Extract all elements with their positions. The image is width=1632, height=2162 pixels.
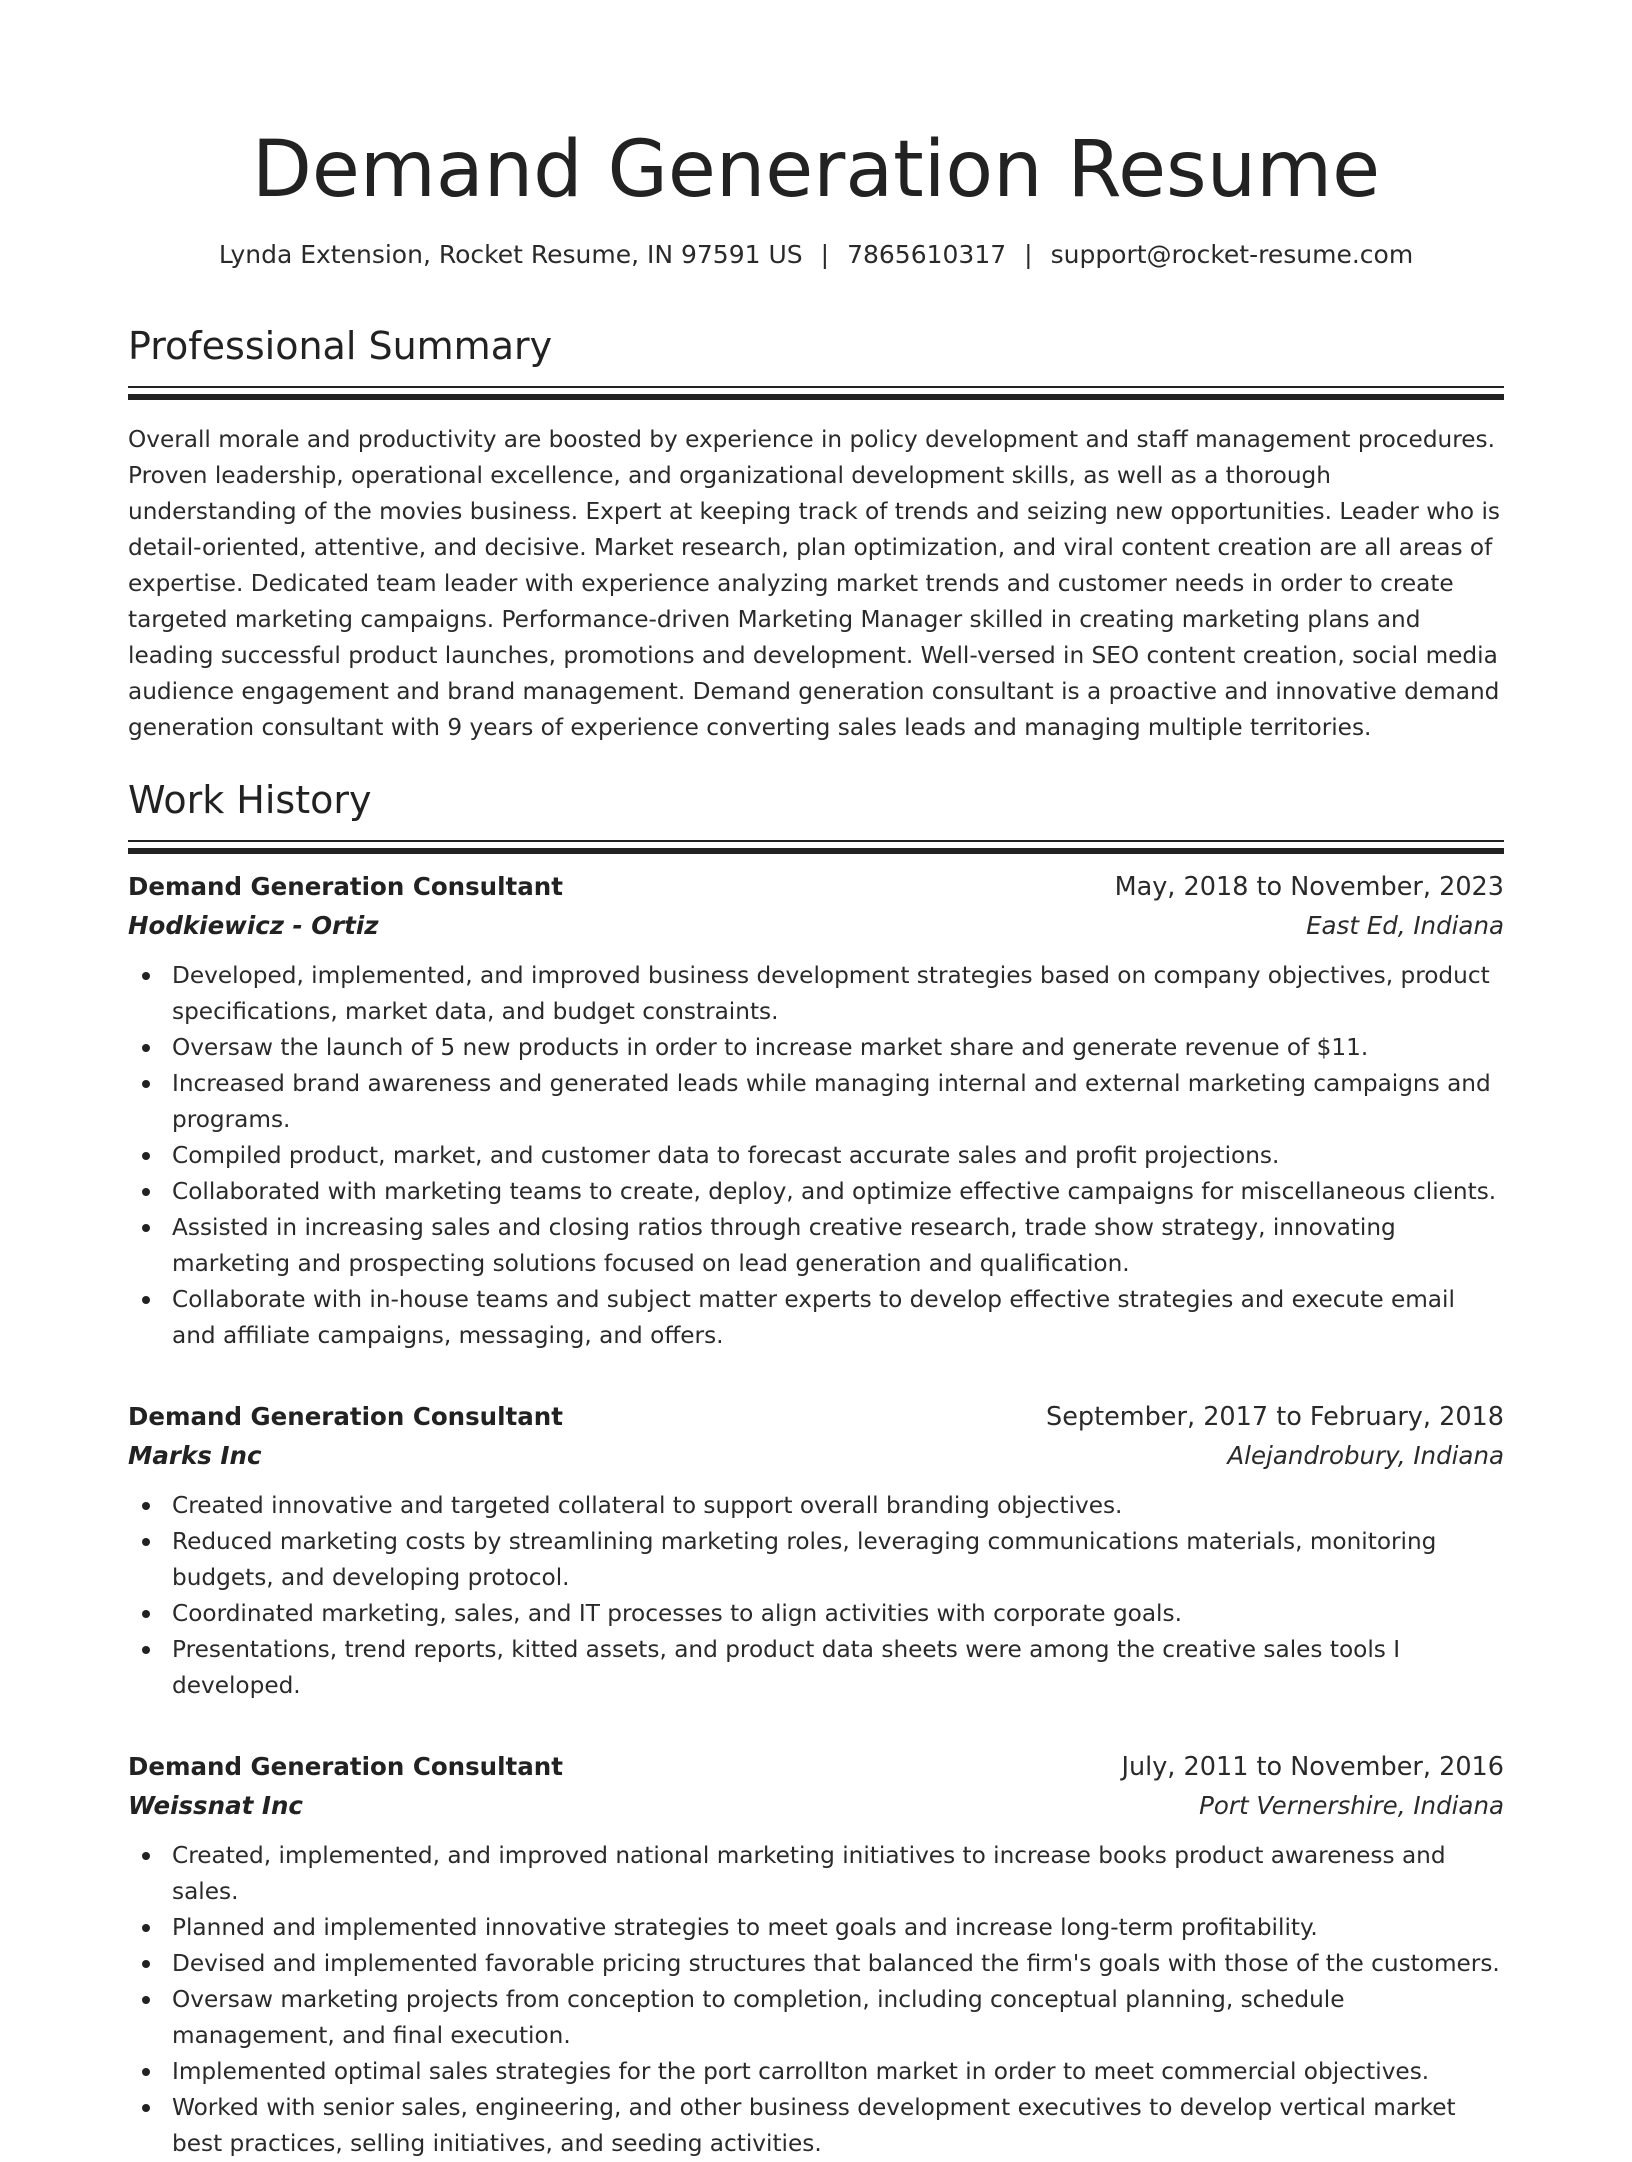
- job-bullet-list: [128, 1838, 1504, 2162]
- contact-email: support@rocket-resume.com: [1050, 240, 1414, 269]
- job-header-row: [128, 1398, 1504, 1436]
- job-entry: [128, 868, 1504, 1354]
- job-location: Alejandrobury, Indiana: [1227, 1441, 1504, 1470]
- job-dates: September, 2017 to February, 2018: [1046, 1402, 1504, 1432]
- company-name: Hodkiewicz - Ortiz: [128, 911, 379, 940]
- section-divider: [128, 386, 1504, 388]
- job-dates: May, 2018 to November, 2023: [1114, 872, 1504, 902]
- section-heading-summary: Professional Summary: [128, 324, 553, 368]
- job-bullet: Oversaw marketing projects from conception to completion, including conceptual planning, schedule management, and final execution.: [172, 1982, 1504, 2054]
- section-divider: [128, 840, 1504, 842]
- work-history-section: [128, 776, 1504, 2162]
- job-title: Demand Generation Consultant: [128, 1752, 563, 1781]
- job-bullet-list: [128, 958, 1504, 1354]
- contact-line: [128, 238, 1504, 272]
- job-company-row: [128, 1786, 1504, 1826]
- job-bullet: Increased brand awareness and generated leads while managing internal and external marketing campaigns and programs.: [172, 1066, 1504, 1138]
- resume-page: [128, 0, 1504, 2157]
- job-bullet: Created, implemented, and improved national marketing initiatives to increase books product awareness and sales.: [172, 1838, 1504, 1910]
- job-company-row: [128, 906, 1504, 946]
- job-bullet: Presentations, trend reports, kitted assets, and product data sheets were among the creative sales tools I developed.: [172, 1632, 1504, 1704]
- contact-address: Lynda Extension, Rocket Resume, IN 97591 US: [218, 240, 803, 269]
- job-header-row: [128, 868, 1504, 906]
- job-title: Demand Generation Consultant: [128, 1402, 563, 1431]
- job-bullet: Compiled product, market, and customer data to forecast accurate sales and profit projections.: [172, 1138, 1504, 1174]
- job-entry: [128, 1398, 1504, 1704]
- job-bullet: Coordinated marketing, sales, and IT processes to align activities with corporate goals.: [172, 1596, 1504, 1632]
- job-bullet: Collaborated with marketing teams to create, deploy, and optimize effective campaigns for miscellaneous clients.: [172, 1174, 1504, 1210]
- job-dates: July, 2011 to November, 2016: [1121, 1752, 1504, 1782]
- job-header-row: [128, 1748, 1504, 1786]
- job-bullet: Collaborate with in-house teams and subject matter experts to develop effective strategies and execute email and affiliate campaigns, messaging, and offers.: [172, 1282, 1504, 1354]
- contact-separator: |: [1024, 240, 1033, 269]
- job-bullet: Planned and implemented innovative strategies to meet goals and increase long-term profitability.: [172, 1910, 1504, 1946]
- job-bullet: Implemented optimal sales strategies for the port carrollton market in order to meet commercial objectives.: [172, 2054, 1504, 2090]
- job-bullet: Reduced marketing costs by streamlining marketing roles, leveraging communications materials, monitoring budgets, and developing protocol.: [172, 1524, 1504, 1596]
- contact-separator: |: [820, 240, 830, 269]
- job-location: Port Vernershire, Indiana: [1199, 1791, 1504, 1820]
- job-title: Demand Generation Consultant: [128, 872, 563, 901]
- contact-phone: 7865610317: [847, 240, 1007, 269]
- company-name: Marks Inc: [128, 1441, 262, 1470]
- job-bullet: Devised and implemented favorable pricing structures that balanced the firm's goals with those of the customers.: [172, 1946, 1504, 1982]
- job-entry: [128, 1748, 1504, 2162]
- section-heading-work-history: Work History: [128, 778, 372, 822]
- document-title: Demand Generation Resume: [251, 125, 1381, 215]
- job-bullet: Developed, implemented, and improved business development strategies based on company objectives, product specifications, market data, and budget constraints.: [172, 958, 1504, 1030]
- job-bullet-list: [128, 1488, 1504, 1704]
- job-bullet: Worked with senior sales, engineering, and other business development executives to develop vertical market best practices, selling initiatives, and seeding activities.: [172, 2090, 1504, 2162]
- professional-summary-section: [128, 322, 1504, 746]
- job-bullet: Created innovative and targeted collateral to support overall branding objectives.: [172, 1488, 1504, 1524]
- summary-text: Overall morale and productivity are boosted by experience in policy development and staff management procedures. Proven leadership, operational excellence, and organizational development skills, as well as a thorough understanding of the movies business. Expert at keeping track of trends and seizing new opportunities. Leader who is detail-oriented, attentive, and decisive. Market research, plan optimization, and viral content creation are all areas of expertise. Dedicated team leader with experience analyzing market trends and customer needs in order to create targeted marketing campaigns. Performance-driven Marketing Manager skilled in creating marketing plans and leading successful product launches, promotions and development. Well-versed in SEO content creation, social media audience engagement and brand management. Demand generation consultant is a proactive and innovative demand generation consultant with 9 years of experience converting sales leads and managing multiple territories.: [128, 426, 1500, 741]
- job-company-row: [128, 1436, 1504, 1476]
- job-bullet: Oversaw the launch of 5 new products in order to increase market share and generate revenue of $11.: [172, 1030, 1504, 1066]
- company-name: Weissnat Inc: [128, 1791, 303, 1820]
- job-location: East Ed, Indiana: [1306, 911, 1504, 940]
- job-bullet: Assisted in increasing sales and closing ratios through creative research, trade show strategy, innovating marketing and prospecting solutions focused on lead generation and qualification.: [172, 1210, 1504, 1282]
